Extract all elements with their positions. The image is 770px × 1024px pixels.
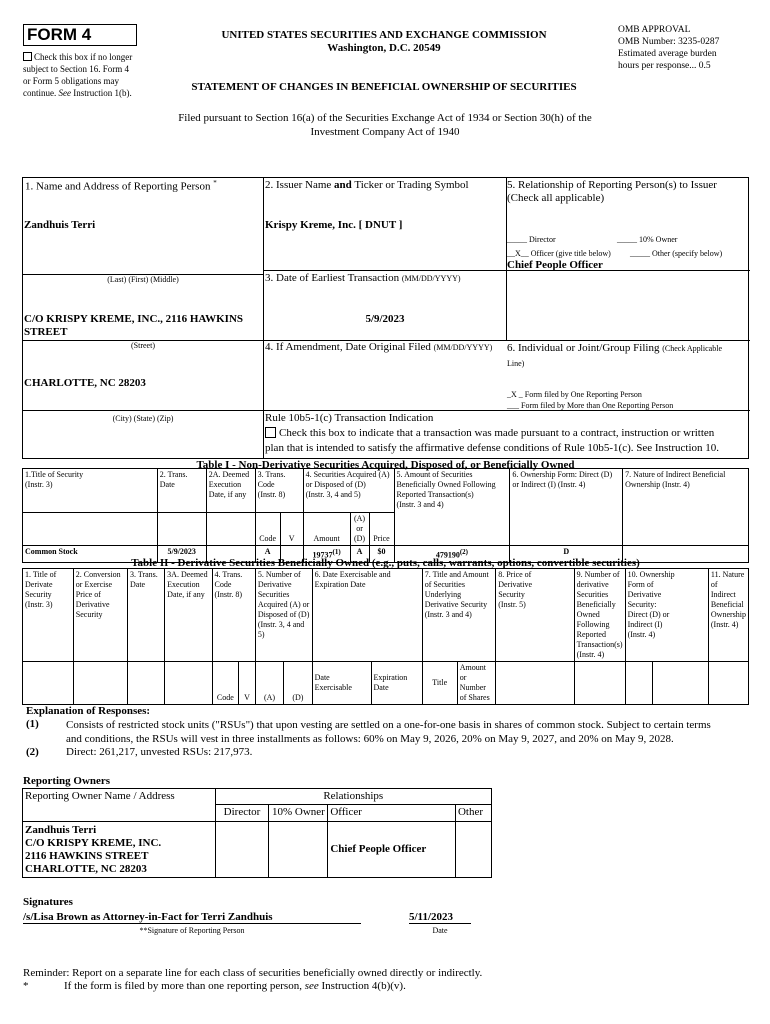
- joint-filing-more: ___ Form filed by More than One Reporting Person: [507, 401, 674, 410]
- table2-header-row: [23, 569, 749, 662]
- t2-h11-line: Indirect: [710, 590, 736, 599]
- star-note: * If the form is filed by more than one reporting person, see Instruction 4(b)(v).: [23, 980, 406, 992]
- t2-h7-line: Derivative Security: [424, 600, 488, 609]
- t2-h9-line: Transaction(s): [576, 640, 623, 649]
- owners-h-other: Other: [455, 805, 491, 822]
- form-title-box: [23, 24, 137, 46]
- owner-officer-value: Chief People Officer: [328, 822, 456, 878]
- t2-h10-line: Indirect (I): [627, 620, 663, 629]
- table2-title: Table II - Derivative Securities Beneficially Owned (e.g., puts, calls, warrants, options, convertible securities): [131, 557, 640, 569]
- t2-h5-line: Derivative: [257, 580, 292, 589]
- earliest-transaction-value: 5/9/2023: [365, 313, 405, 325]
- relationship-ten-percent: _____ 10% Owner: [617, 235, 678, 244]
- owners-h-officer: Officer: [328, 805, 456, 822]
- officer-title: Chief People Officer: [507, 259, 603, 271]
- t2-h7-line: 7. Title and Amount: [424, 570, 489, 579]
- t2-sub-amount: Amount or Number of Shares: [457, 662, 496, 705]
- table2-subheader-row: [23, 662, 749, 705]
- t1-h-acquired: 4. Securities Acquired (A) or Disposed of (D) (Instr. 3, 4 and 5): [303, 469, 394, 513]
- t1-row-aord: A: [350, 546, 369, 563]
- issuer-value: Krispy Kreme, Inc. [ DNUT ]: [265, 219, 403, 231]
- t1-h-deemed: 2A. Deemed Execution Date, if any: [206, 469, 255, 513]
- statement-title: STATEMENT OF CHANGES IN BENEFICIAL OWNERSHIP OF SECURITIES: [191, 81, 577, 93]
- issuer-label: 2. Issuer Name and Ticker or Trading Symbol: [265, 179, 469, 191]
- owners-h-relationships: Relationships: [215, 789, 491, 805]
- t2-h5-line: Acquired (A) or: [257, 600, 310, 609]
- t2-sub-a: (A): [255, 662, 283, 705]
- t2-h9-line: Beneficially Owned: [576, 600, 616, 619]
- t2-h8-line: Derivative: [498, 580, 532, 589]
- city-state-zip-label: (City) (State) (Zip): [112, 414, 174, 423]
- reminder-text: Reminder: Report on a separate line for each class of securities beneficially owned directly or indirectly.: [23, 967, 483, 979]
- t2-h3: [127, 569, 164, 662]
- signer-name: /s/Lisa Brown as Attorney-in-Fact for Terri Zandhuis: [23, 911, 361, 924]
- no-longer-subject-notice: Check this box if no longer subject to Section 16. Form 4 or Form 5 obligations may continue. See Instruction 1(b).: [23, 52, 133, 98]
- t2-h11-line: Ownership: [710, 610, 746, 619]
- amendment-label: 4. If Amendment, Date Original Filed (MM/DD/YYYY): [265, 341, 493, 353]
- signature-label: **Signature of Reporting Person: [139, 926, 245, 935]
- t2-h9-line: derivative Securities: [576, 580, 609, 599]
- t2-h5-line: 5. Number of: [257, 570, 301, 579]
- t2-h2-line: or Exercise: [75, 580, 112, 589]
- rule-10b5-checkbox[interactable]: [265, 427, 276, 438]
- t1-row-code: A: [255, 546, 280, 563]
- no-longer-subject-checkbox[interactable]: [23, 52, 32, 61]
- t2-h1-line: (Instr. 3): [25, 600, 53, 609]
- t2-h7-line: of Securities: [424, 580, 465, 589]
- t2-h3-line: Date: [129, 580, 146, 589]
- t1-row-amount: 19737$^{(1)}$: [303, 546, 350, 563]
- t1-row-price: $0: [369, 546, 394, 563]
- t2-h7-line: (Instr. 3 and 4): [424, 610, 472, 619]
- t2-h9-line: Following Reported: [576, 620, 610, 639]
- t2-h9-line: 9. Number of: [576, 570, 620, 579]
- t2-sub-code: Code: [212, 662, 239, 705]
- t2-h6: [312, 569, 422, 662]
- t2-h10: [625, 569, 708, 662]
- agency-name: UNITED STATES SECURITIES AND EXCHANGE COMMISSION: [221, 29, 547, 41]
- t1-h-code: 3. Trans. Code (Instr. 8): [255, 469, 303, 513]
- t2-h10-line: Derivative: [627, 590, 662, 599]
- t2-h4-line: 4. Trans.: [214, 570, 243, 579]
- t1-row-owned: 479190$^{(2)}$: [394, 546, 510, 563]
- t2-h3a-line: Execution: [167, 580, 200, 589]
- t1-sub-price: Price: [369, 513, 394, 546]
- t2-h2-line: Security: [75, 610, 103, 619]
- reporting-owners-table: [22, 788, 492, 878]
- footnote-2-num: (2): [26, 746, 39, 758]
- omb-approval: OMB APPROVAL OMB Number: 3235-0287 Estimated average burden hours per response... 0.5: [618, 25, 720, 71]
- t2-h8-line: (Instr. 5): [498, 600, 526, 609]
- t2-h4: [212, 569, 255, 662]
- joint-filing-one: _X _ Form filed by One Reporting Person: [507, 390, 642, 399]
- t1-sub-aord: (A) or (D): [350, 513, 369, 546]
- t2-sub-d: (D): [284, 662, 312, 705]
- t2-h5-line: Securities: [257, 590, 290, 599]
- t2-h1: [23, 569, 74, 662]
- t2-h5-line: (Instr. 3, 4 and: [257, 620, 305, 629]
- table1-title: Table I - Non-Derivative Securities Acquired, Disposed of, or Beneficially Owned: [196, 459, 575, 471]
- t2-h8: [496, 569, 574, 662]
- t2-h5-line: Disposed of (D): [257, 610, 310, 619]
- t2-h2-line: Derivative: [75, 600, 110, 609]
- t2-h1-line: Derivate: [25, 580, 53, 589]
- signature-date: 5/11/2023: [409, 911, 471, 924]
- name-address-label: 1. Name and Address of Reporting Person *: [25, 179, 217, 193]
- t2-h10-line: 10. Ownership: [627, 570, 675, 579]
- t2-sub-exp: Expiration Date: [371, 662, 422, 705]
- footnote-2-text: Direct: 261,217, unvested RSUs: 217,973.: [66, 746, 253, 758]
- relationship-officer: __X__ Officer (give title below): [507, 249, 611, 258]
- earliest-transaction-label: 3. Date of Earliest Transaction (MM/DD/YYYY): [265, 272, 461, 284]
- t1-h-form: 6. Ownership Form: Direct (D) or Indirect (I) (Instr. 4): [510, 469, 623, 546]
- owners-h-name: Reporting Owner Name / Address: [23, 789, 216, 822]
- t2-h2-line: Price of: [75, 590, 101, 599]
- t2-h3a-line: 3A. Deemed: [167, 570, 208, 579]
- owners-h-tenpct: 10% Owner: [269, 805, 328, 822]
- table2: [22, 568, 749, 705]
- reporting-owners-title: Reporting Owners: [23, 775, 111, 787]
- t2-h5-line: 5): [257, 630, 265, 639]
- t2-h6-line: Expiration Date: [314, 580, 366, 589]
- t2-h11: [708, 569, 748, 662]
- table1: [22, 468, 749, 563]
- owner-name-address: Zandhuis Terri C/O KRISPY KREME, INC. 2116 HAWKINS STREET CHARLOTTE, NC 28203: [23, 822, 216, 878]
- t2-h11-line: (Instr. 4): [710, 620, 739, 629]
- t2-h10-line: (Instr. 4): [627, 630, 656, 639]
- t1-sub-code: Code: [255, 513, 280, 546]
- last-first-middle-label: (Last) (First) (Middle): [107, 275, 179, 284]
- joint-filing-label: 6. Individual or Joint/Group Filing (Check Applicable Line): [507, 342, 722, 368]
- relationship-director: _____ Director: [507, 235, 556, 244]
- t2-h9: [574, 569, 625, 662]
- t1-row-title: Common Stock: [23, 546, 158, 563]
- t2-h3a: [165, 569, 212, 662]
- agency-city: Washington, D.C. 20549: [327, 42, 441, 54]
- t1-sub-amount: Amount: [303, 513, 350, 546]
- relationship-label: 5. Relationship of Reporting Person(s) to Issuer (Check all applicable): [507, 179, 717, 204]
- t1-row-date: 5/9/2023: [157, 546, 206, 563]
- explanation-title: Explanation of Responses:: [26, 705, 151, 717]
- t2-sub-date-ex: Date Exercisable: [312, 662, 371, 705]
- t2-h4-line: (Instr. 8): [214, 590, 243, 599]
- t2-h2: [73, 569, 127, 662]
- street-value: C/O KRISPY KREME, INC., 2116 HAWKINS STREET: [24, 313, 244, 338]
- footnote-1-num: (1): [26, 718, 39, 730]
- t2-sub-title: Title: [422, 662, 457, 705]
- form-title: FORM 4: [27, 25, 92, 44]
- t2-h2-line: 2. Conversion: [75, 570, 121, 579]
- t2-h5: [255, 569, 312, 662]
- t1-h-date: 2. Trans. Date: [157, 469, 206, 513]
- t2-h1-line: Security: [25, 590, 52, 599]
- t2-h8-line: Security: [498, 590, 525, 599]
- table-row: [23, 822, 492, 878]
- filed-pursuant: Filed pursuant to Section 16(a) of the Securities Exchange Act of 1934 or Section 30(h) of the Investment Company Act of 1940: [178, 112, 592, 138]
- t2-h4-line: Code: [214, 580, 232, 589]
- signatures-title: Signatures: [23, 896, 73, 908]
- t2-h10-line: Security:: [627, 600, 657, 609]
- reporting-person-name: Zandhuis Terri: [24, 219, 96, 231]
- t2-sub-v: V: [239, 662, 256, 705]
- t2-h11-line: 11. Nature of: [710, 570, 745, 589]
- table1-header-row: [23, 469, 749, 513]
- t2-h11-line: Beneficial: [710, 600, 744, 609]
- t2-h10-line: Direct (D) or: [627, 610, 670, 619]
- t2-h6-line: 6. Date Exercisable and: [314, 570, 391, 579]
- t2-h7-line: Underlying: [424, 590, 462, 599]
- t1-h-nature: 7. Nature of Indirect Beneficial Ownership (Instr. 4): [623, 469, 749, 546]
- t2-h8-line: 8. Price of: [498, 570, 532, 579]
- t2-h9-line: (Instr. 4): [576, 650, 605, 659]
- t1-row-form: D: [510, 546, 623, 563]
- t2-h1-line: 1. Title of: [25, 570, 57, 579]
- t2-h3-line: 3. Trans.: [129, 570, 158, 579]
- street-label: (Street): [131, 341, 155, 350]
- t2-h10-line: Form of: [627, 580, 654, 589]
- owners-h-director: Director: [215, 805, 269, 822]
- footnote-1-text: Consists of restricted stock units ("RSUs") that upon vesting are settled on a one-for-one basis in shares of common stock. Subject to certain terms and conditions, the RSUs will vest in three installments as follows: 60% on May 9, 2026, 20% on May 9, 2027, and 20% on May 9, 2028.: [66, 719, 711, 745]
- t2-h7: [422, 569, 496, 662]
- t2-h3a-line: Date, if any: [167, 590, 205, 599]
- t1-sub-v: V: [280, 513, 303, 546]
- t1-h-owned: 5. Amount of Securities Beneficially Owned Following Reported Transaction(s) (Instr. 3 and 4): [394, 469, 510, 546]
- relationship-other: _____ Other (specify below): [630, 249, 723, 258]
- t1-h-title: 1.Title of Security (Instr. 3): [23, 469, 158, 513]
- city-value: CHARLOTTE, NC 28203: [24, 377, 146, 389]
- date-label: Date: [432, 926, 448, 935]
- rule-10b5-section: Rule 10b5-1(c) Transaction Indication Check this box to indicate that a transaction was made pursuant to a contract, instruction or written plan that is intended to satisfy the affirmative defense conditions of Rule 10b5-1(c). See Instruction 10.: [265, 412, 720, 454]
